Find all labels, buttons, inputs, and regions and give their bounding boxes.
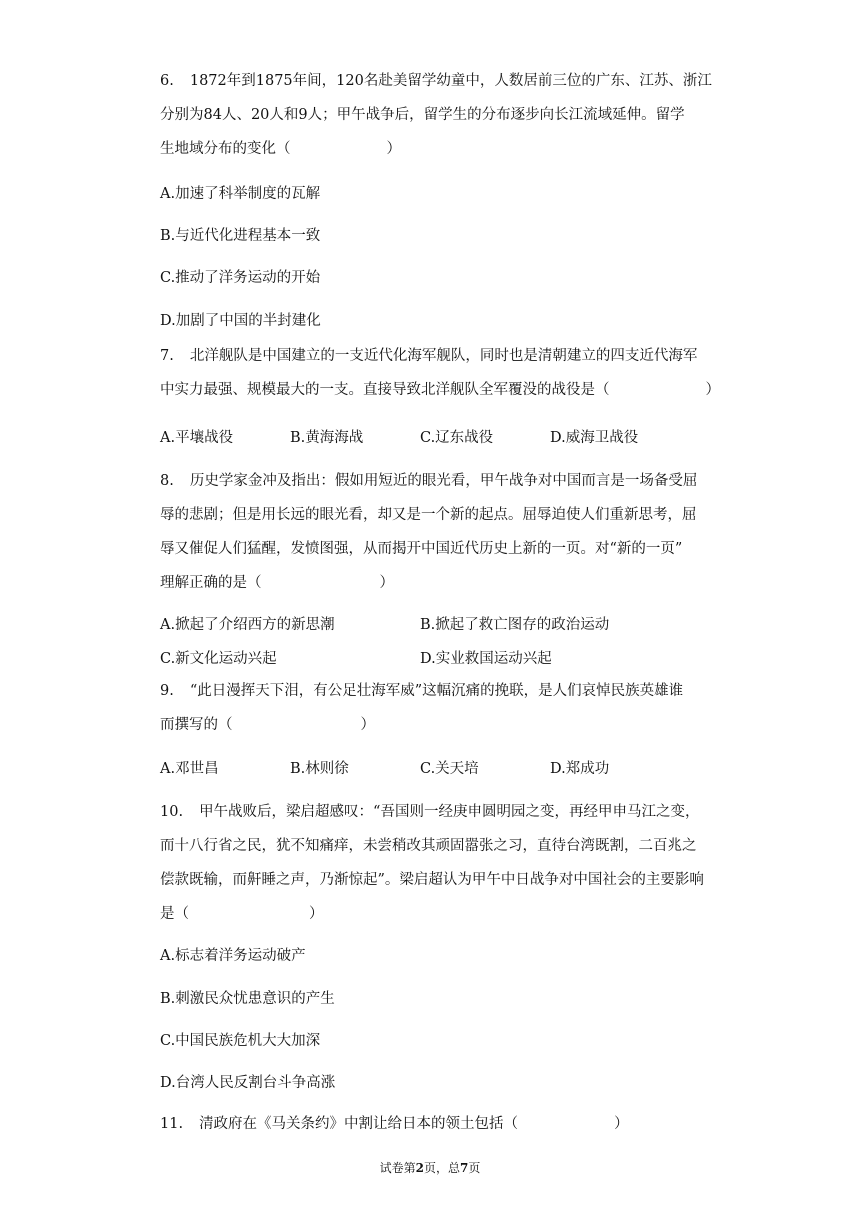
question-10 (160, 795, 740, 931)
total-pages: 7 (460, 1161, 469, 1175)
question-number: 11. (160, 1116, 184, 1132)
question-11 (160, 1107, 740, 1141)
question-number: 8. (160, 473, 174, 489)
option-a: A.平壤战役 (160, 430, 234, 446)
question-number: 9. (160, 683, 174, 699)
question-stem: 7. 北洋舰队是中国建立的一支近代化海军舰队，同时也是清朝建立的四支近代海军 中实力最强、规模最大的一支。直接导致北洋舰队全军覆没的战役是（ ） (160, 339, 740, 407)
option-b: B.黄海海战 (290, 430, 364, 446)
question-stem: 9. “此日漫挥天下泪，有公足壮海军威”这幅沉痛的挽联，是人们哀悼民族英雄谁 而撰写的（ ） (160, 674, 740, 742)
question-stem: 8. 历史学家金冲及指出：假如用短近的眼光看，甲午战争对中国而言是一场备受屈 辱的悲剧；但是用长远的眼光看，却又是一个新的起点。屈辱迫使人们重新思考，屈 辱又催促人们猛醒，发愤图强，从而揭开中国近代历史上新的一页。对“新的一页” 理解正确的是（ ） (160, 464, 740, 600)
option-a: A.标志着洋务运动破产 (160, 948, 306, 964)
question-number: 10. (160, 804, 184, 820)
option-d: D.台湾人民反割台斗争高涨 (160, 1075, 336, 1091)
option-a: A.加速了科举制度的瓦解 (160, 186, 321, 202)
page-footer: 试卷第2页，总7页 (379, 1161, 481, 1175)
option-d: D.郑成功 (550, 761, 610, 777)
option-b: B.林则徐 (290, 761, 349, 777)
option-b: B.刺激民众忧患意识的产生 (160, 991, 335, 1007)
question-9 (160, 674, 740, 742)
question-stem: 10. 甲午战败后，梁启超感叹：“吾国则一经庚申圆明园之变，再经甲申马江之变， 而十八行省之民，犹不知痛痒，未尝稍改其顽固嚣张之习，直待台湾既割，二百兆之 偿款既输，而鼾睡之声，乃渐惊起”。梁启超认为甲午中日战争对中国社会的主要影响 是（ ） (160, 795, 740, 931)
option-c: C.推动了洋务运动的开始 (160, 270, 321, 286)
option-a: A.邓世昌 (160, 761, 219, 777)
question-stem: 6. 1872年到1875年间，120名赴美留学幼童中，人数居前三位的广东、江苏、浙江 分别为84人、20人和9人；甲午战争后，留学生的分布逐步向长江流域延伸。留学 生地域分布的变化（ ） (160, 64, 740, 166)
option-a: A.掀起了介绍西方的新思潮 (160, 617, 335, 633)
option-b: B.掀起了救亡图存的政治运动 (420, 617, 610, 633)
question-number: 7. (160, 348, 174, 364)
question-number: 6. (160, 73, 174, 89)
option-d: D.实业救国运动兴起 (420, 651, 552, 667)
option-b: B.与近代化进程基本一致 (160, 228, 321, 244)
option-d: D.加剧了中国的半封建化 (160, 313, 321, 329)
option-d: D.威海卫战役 (550, 430, 639, 446)
option-c: C.关天培 (420, 761, 479, 777)
option-c: C.新文化运动兴起 (160, 651, 277, 667)
question-stem: 11. 清政府在《马关条约》中割让给日本的领土包括（ ） (160, 1107, 740, 1141)
question-7 (160, 339, 740, 407)
question-8 (160, 464, 740, 600)
option-c: C.辽东战役 (420, 430, 494, 446)
option-c: C.中国民族危机大大加深 (160, 1033, 321, 1049)
question-6 (160, 64, 740, 166)
page-number: 2 (415, 1161, 424, 1175)
